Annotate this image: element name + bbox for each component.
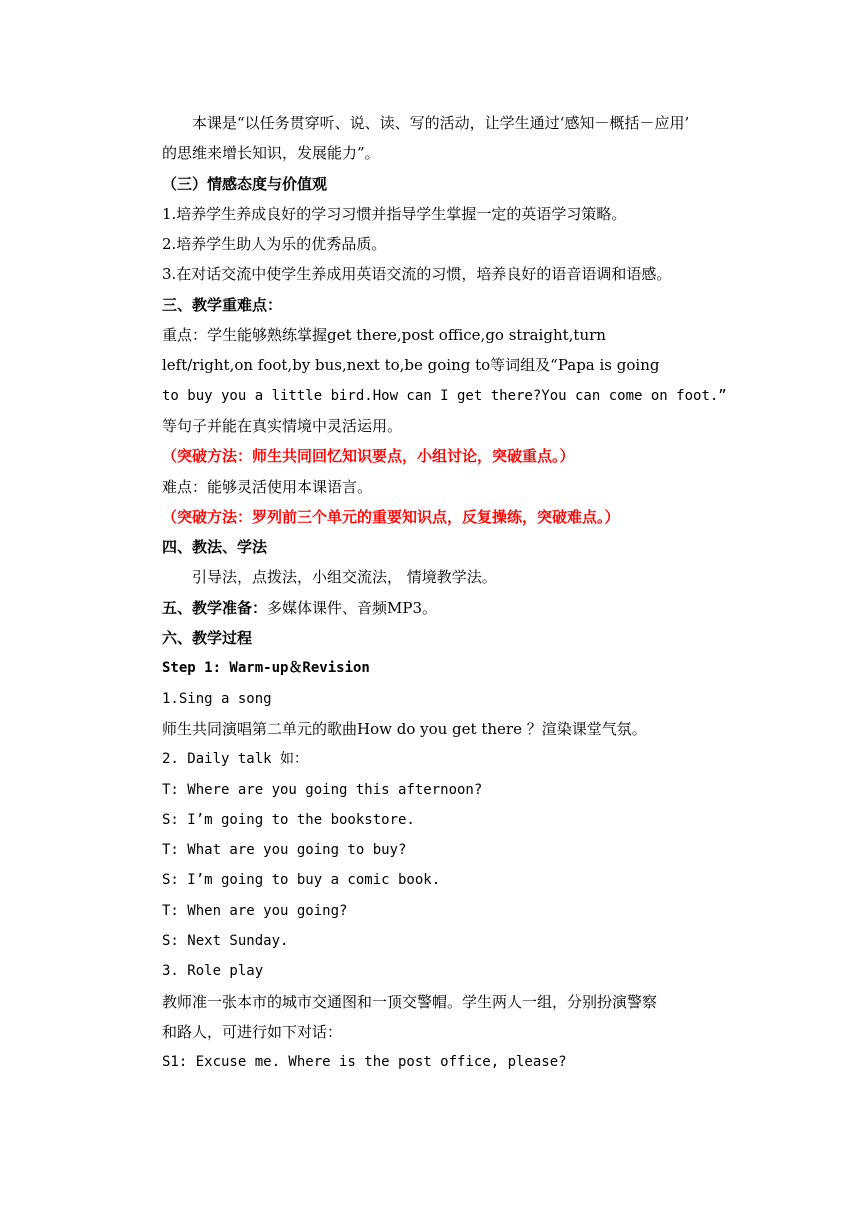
heading-key-points: 三、教学重难点：	[162, 295, 283, 314]
role-play-description-2: 和路人，可进行如下对话：	[162, 1022, 343, 1041]
heading-teaching-process: 六、教学过程	[162, 629, 253, 648]
heading-preparation	[162, 593, 752, 623]
dialogue-line-2: S: I’m going to the bookstore.	[162, 811, 415, 828]
list-item-2: 2.培养学生助人为乐的优秀品质。	[162, 235, 387, 254]
key-point-line-2: left/right,on foot,by bus,next to,be going to等词组及“Papa is going	[162, 356, 660, 375]
dialogue-line-4: S: I’m going to buy a comic book.	[162, 872, 441, 889]
list-item-3: 3.在对话交流中使学生养成用英语交流的习惯，培养良好的语音语调和语感。	[162, 265, 672, 284]
methods-text: 引导法，点拨法，小组交流法， 情境教学法。	[192, 568, 497, 587]
dialogue-line-3: T: What are you going to buy?	[162, 842, 407, 859]
dialogue-line-1: T: Where are you going this afternoon?	[162, 781, 483, 798]
heading-emotion-values: （三）情感态度与价值观	[162, 174, 328, 193]
difficult-point: 难点：能够灵活使用本课语言。	[162, 477, 373, 496]
sing-a-song: 1.Sing a song	[162, 690, 272, 707]
breakthrough-method-1: （突破方法：师生共同回忆知识要点，小组讨论，突破重点。）	[162, 447, 575, 466]
paragraph-intro-line-2: 的思维来增长知识，发展能力”。	[162, 144, 380, 163]
dialogue-line-5: T: When are you going?	[162, 902, 348, 919]
key-point-line-3: to buy you a little bird.How can I get there?You can come on foot.”	[162, 387, 727, 404]
preparation-value: 多媒体课件、音频MP3。	[267, 598, 438, 617]
breakthrough-method-2: （突破方法：罗列前三个单元的重要知识点，反复操练，突破难点。）	[162, 507, 620, 526]
heading-methods: 四、教法、学法	[162, 538, 268, 557]
role-play-description-1: 教师准一张本市的城市交通图和一顶交警帽。学生两人一组，分别扮演警察	[162, 992, 658, 1011]
daily-talk-heading: 2. Daily talk 如：	[162, 751, 309, 768]
role-play-dialogue-1: S1: Excuse me. Where is the post office, please?	[162, 1054, 567, 1071]
dialogue-line-6: S: Next Sunday.	[162, 933, 289, 950]
role-play-heading: 3. Role play	[162, 963, 264, 980]
document-page	[162, 108, 752, 1078]
step-1-heading: Step 1: Warm-up＆Revision	[162, 660, 370, 677]
key-point-line-4: 等句子并能在真实情境中灵活运用。	[162, 416, 403, 435]
paragraph-intro-line-1: 本课是“以任务贯穿听、说、读、写的活动，让学生通过‘感知－概括－应用’	[192, 114, 690, 132]
preparation-label: 五、教学准备：	[162, 598, 268, 617]
list-item-1: 1.培养学生养成良好的学习习惯并指导学生掌握一定的英语学习策略。	[162, 204, 627, 223]
sing-description: 师生共同演唱第二单元的歌曲How do you get there ？渲染课堂气氛。	[162, 719, 647, 738]
key-point-line-1: 重点：学生能够熟练掌握get there,post office,go straight,turn	[162, 326, 606, 345]
